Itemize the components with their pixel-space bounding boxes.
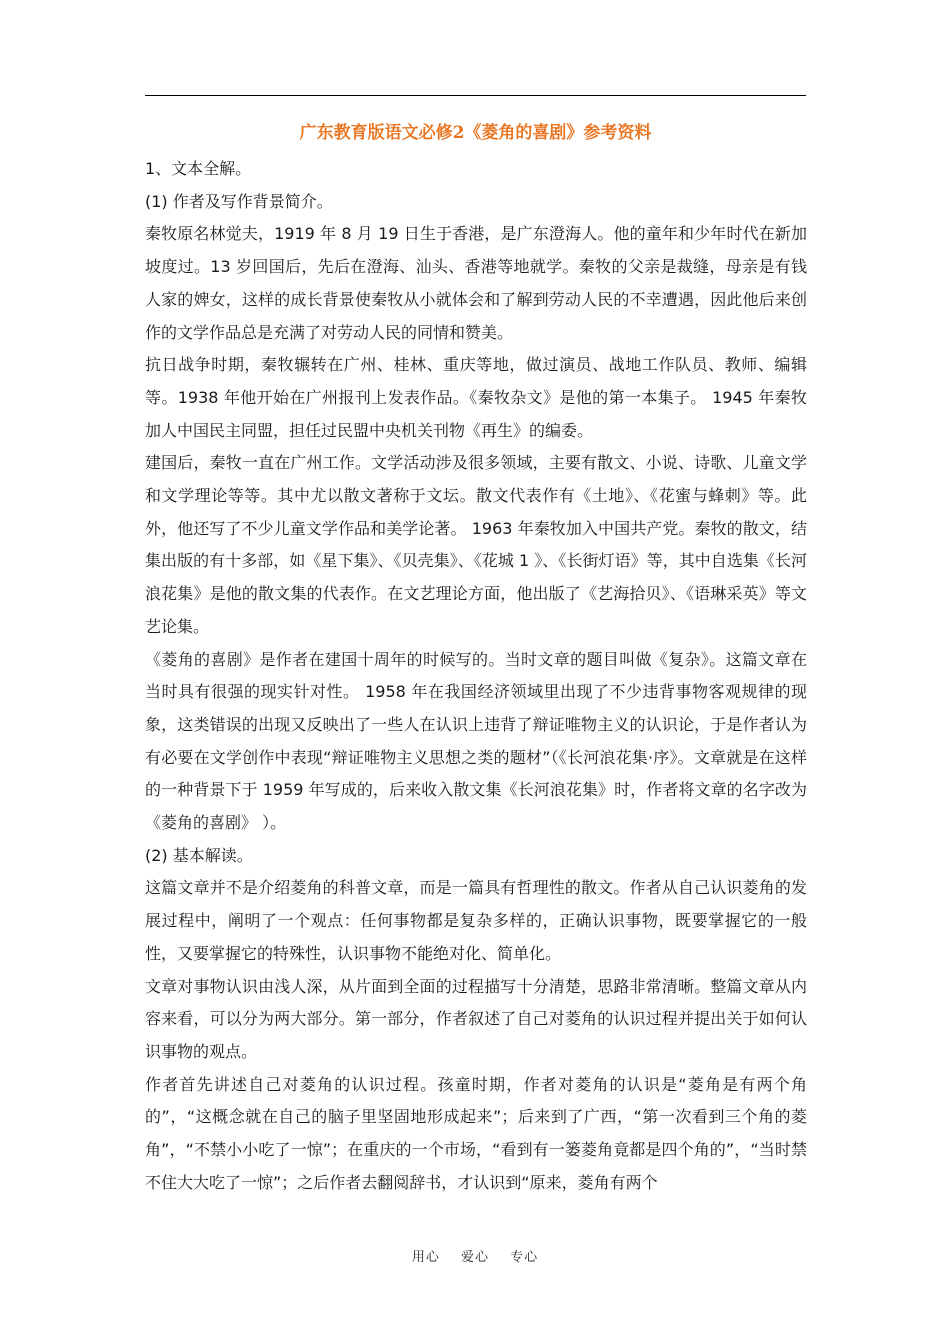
page-footer: 用心 爱心 专心	[411, 1250, 539, 1265]
paragraph: 建国后，秦牧一直在广州工作。文学活动涉及很多领域，主要有散文、小说、诗歌、儿童文学和文学理论等等。其中尤以散文著称于文坛。散文代表作有《土地》、《花蜜与蜂刺》等。此外，他还写了不少儿童文学作品和美学论著。 1963 年秦牧加入中国共产党。秦牧的散文，结集出版的有十多部，如《星下集》、《贝壳集》、《花城 1 》、《长街灯语》等，其中自选集《长河浪花集》是他的散文集的代表作。在文艺理论方面，他出版了《艺海拾贝》、《语琳采英》等文艺论集。	[145, 453, 807, 636]
paragraph: 这篇文章并不是介绍菱角的科普文章，而是一篇具有哲理性的散文。作者从自己认识菱角的发展过程中，阐明了一个观点：任何事物都是复杂多样的，正确认识事物，既要掌握它的一般性，又要掌握它的特殊性，认识事物不能绝对化、简单化。	[145, 878, 807, 963]
paragraph: 抗日战争时期，秦牧辗转在广州、桂林、重庆等地，做过演员、战地工作队员、教师、编辑等。1938 年他开始在广州报刊上发表作品。《秦牧杂文》是他的第一本集子。 1945 年秦牧加人中国民主同盟，担任过民盟中央机关刊物《再生》的编委。	[145, 355, 807, 440]
document-body	[145, 153, 807, 1200]
document-title: 广东教育版语文必修2《菱角的喜剧》参考资料	[299, 123, 652, 143]
paragraph: 秦牧原名林觉夫，1919 年 8 月 19 日生于香港，是广东澄海人。他的童年和少年时代在新加坡度过。13 岁回国后，先后在澄海、汕头、香港等地就学。秦牧的父亲是裁缝，母亲是有钱人家的婢女，这样的成长背景使秦牧从小就体会和了解到劳动人民的不幸遭遇，因此他后来创作的文学作品总是充满了对劳动人民的同情和赞美。	[145, 224, 807, 342]
paragraph: 文章对事物认识由浅人深，从片面到全面的过程描写十分清楚，思路非常清晰。整篇文章从内容来看，可以分为两大部分。第一部分，作者叙述了自己对菱角的认识过程并提出关于如何认识事物的观点。	[145, 976, 807, 1061]
paragraph: (1) 作者及写作背景简介。	[145, 191, 333, 211]
paragraph: 作者首先讲述自己对菱角的认识过程。孩童时期，作者对菱角的认识是“菱角是有两个角的”，“这概念就在自己的脑子里坚固地形成起来”；后来到了广西，“第一次看到三个角的菱角”，“不禁小小吃了一惊”；在重庆的一个市场，“看到有一篓菱角竟都是四个角的”，“当时禁不住大大吃了一惊”；之后作者去翻阅辞书，才认识到“原来，菱角有两个	[145, 1074, 807, 1192]
paragraph: 1、文本全解。	[145, 159, 252, 178]
paragraph: 《菱角的喜剧》是作者在建国十周年的时候写的。当时文章的题目叫做《复杂》。这篇文章在当时具有很强的现实针对性。 1958 年在我国经济领域里出现了不少违背事物客观规律的现象，这类错误的出现又反映出了一些人在认识上违背了辩证唯物主义的认识论，于是作者认为有必要在文学创作中表现“辩证唯物主义思想之类的题材”（《长河浪花集·序》。文章就是在这样的一种背景下于 1959 年写成的，后来收入散文集《长河浪花集》时，作者将文章的名字改为《菱角的喜剧》 ）。	[145, 649, 807, 833]
paragraph: (2) 基本解读。	[145, 845, 253, 865]
header-rule	[145, 95, 806, 96]
